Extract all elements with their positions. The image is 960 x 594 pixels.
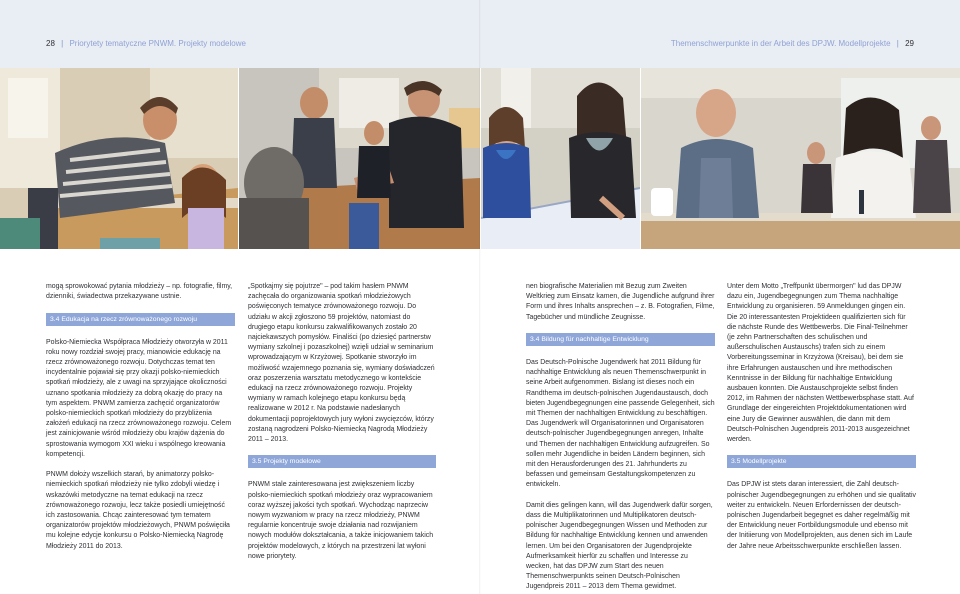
photo-workshop-3 xyxy=(481,68,640,249)
right-page-number: 29 xyxy=(905,39,914,48)
right-page-header xyxy=(480,0,960,68)
right-section-title: Themenschwerpunkte in der Arbeit des DPJW. Modellprojekte xyxy=(670,39,891,48)
left-running-head-separator: | xyxy=(61,39,64,48)
right-running-head xyxy=(671,39,914,48)
left-page-header xyxy=(0,0,480,68)
de-subhead-3-4: 3.4 Bildung für nachhaltige Entwicklung xyxy=(526,333,715,346)
photo-workshop-1 xyxy=(0,68,238,249)
de-section-3-5-paragraph: Das DPJW ist stets daran interessiert, die Zahl deutsch-polnischer Jugendbegegnungen zu erhöhen und sie qualitativ weiter zu entwickeln. Neuen Erfordernissen der deutsch-polnischen Jugendarbeit begegnet es daher regelmäßig mit der Entwicklung neuer Fortbildungsmodule und ebenso mit der Initiierung von Modellprojekten, aus denen sich im Laufe der Jahre neue Arbeitsschwerpunkte erschließen lassen. xyxy=(727,481,916,550)
right-running-head-separator: | xyxy=(896,39,899,48)
de-subhead-3-5: 3.5 Modellprojekte xyxy=(727,455,916,468)
pl-competition-paragraph: „Spotkajmy się pojutrze" – pod takim hasłem PNWM zachęcała do organizowania spotkań młodzieżowych poświęconych tematyce zrównoważonego rozwoju. Do udziału w akcji zgłoszono 59 projektów, natomiast do drugiego etapu konkursu zakwalifikowanych zostało 20 najciekawszych pomysłów. Finaliści (po dziesięć partnerstw wymiany szkolnej i pozaszkolnej) wzięli udział w seminarium wprowadzającym w Krzyżowej. Spotkanie stworzyło im możliwość wzajemnego poznania się, wymiany doświadczeń oraz poszerzenia warsztatu metodycznego w kontekście edukacji na rzecz zrównoważonego rozwoju. Projekty wymiany w ramach kolejnego etapu konkursu będą realizowane w 2012 r. Na podstawie nadesłanych dokumentacji poprojektowych jury wyłoni zwycięzców, którzy zostaną nagrodzeni Polsko-Niemiecką Nagrodą Młodzieży 2011 – 2013. xyxy=(248,283,435,444)
polish-column-2 xyxy=(248,282,436,572)
de-intro-paragraph: nen biografische Materialien mit Bezug zum Zweiten Weltkrieg zum Einsatz kamen, die Jugendliche aufgrund ihrer Form und ihres Inhalts ansprechen – z. B. Fotografien, Filme, Tagebücher und mündliche Zeugnisse. xyxy=(526,283,715,321)
left-section-title: Priorytety tematyczne PNWM. Projekty modelowe xyxy=(69,39,246,48)
left-page-number: 28 xyxy=(46,39,55,48)
pl-section-3-4-paragraph-1: Polsko-Niemiecka Współpraca Młodzieży otworzyła w 2011 roku nowy rozdział swojej pracy, mianowicie edukację na rzecz zrównoważonego rozwoju. Dotychczas temat ten incydentalnie pojawiał się przy okazji polsko-niemieckich spotkań młodzieży, ale z uwagi na sprzyjające okoliczności uznano spotkania młodzieży za dobrą okazję do pracy na tym aspektem. PNWM zamierza zachęcić organizatorów polsko-niemieckich spotkań młodzieży do przybliżenia założeń edukacji na rzecz zrównoważonego rozwoju. Celem jest zainicjowanie wśród młodzieży obu krajów dążenia do sprostowania wymogom XXI wieku i wspólnego kreowania kompetencji. xyxy=(46,338,232,458)
pl-subhead-3-4: 3.4 Edukacja na rzecz zrównoważonego rozwoju xyxy=(46,313,235,326)
pl-subhead-3-5: 3.5 Projekty modelowe xyxy=(248,455,436,468)
polish-column-1 xyxy=(46,282,235,562)
photo-workshop-2 xyxy=(239,68,480,249)
de-competition-paragraph: Unter dem Motto „Treffpunkt übermorgen" lud das DPJW dazu ein, Jugendbegegnungen zum Thema nachhaltige Entwicklung zu organisieren. 59 Anmeldungen gingen ein. Die 20 interessantesten Projektideen qualifizierten sich für die nächste Runde des Wettbewerbs. Die Final-Teilnehmer (je zehn Partnerschaften des schulischen und außerschulischen Austauschs) trafen sich zu einem Vorbereitungsseminar in Krzyżowa (Kreisau), bei dem sie ihre Erfahrungen austauschen und ihre methodischen Kenntnisse in der Bildung für nachhaltige Entwicklung ausbauen konnten. Die Austauschprojekte selbst finden 2012, im Rahmen der nächsten Wettbewerbsphase statt. Auf Grundlage der eingereichten Projektdokumentationen wird eine Jury die Gewinner auswählen, die dann mit dem Deutsch-Polnischen Jugendpreis 2011-2013 ausgezeichnet werden. xyxy=(727,283,914,444)
german-column-2 xyxy=(727,282,916,562)
de-section-3-4-paragraph-1: Das Deutsch-Polnische Jugendwerk hat 2011 Bildung für nachhaltige Entwicklung als neuen Themenschwerpunkt in seine Arbeit aufgenommen. Bislang ist dieses noch ein Randthema im deutsch-polnischen Jugendaustausch, doch bieten Jugendbegegnungen eine passende Gelegenheit, sich mit Themen der nachhaltigen Entwicklung zu beschäftigen. Das Jugendwerk will Organisatorinnen und Organisatoren deutsch-polnischer Jugendbegegnungen anregen, Inhalte und Themen der nachhaltigen Entwicklung aufzugreifen. So sollen mehr Jugendliche in beiden Ländern beginnen, sich mit den Herausforderungen des 21. Jahrhunderts zu befassen und gemeinsam Gestaltungskompetenzen zu entwickeln. xyxy=(526,359,715,489)
pl-intro-paragraph: mogą sprowokować pytania młodzieży – np. fotografie, filmy, dzienniki, świadectwa przekazywane ustnie. xyxy=(46,283,233,301)
pl-section-3-5-paragraph: PNWM stale zainteresowana jest zwiększeniem liczby polsko-niemieckich spotkań młodzieży oraz wypracowaniem coraz wyższej jakości tych spotkań. Wychodząc naprzeciw nowym wyzwaniom w pracy na rzecz młodzieży, PNWM regularnie koncentruje swoje działania nad rozwijaniem nowych modułów dokształcania, a także inicjowaniem takich projektów modelowych, z których na przestrzeni lat wyłoni nowe priorytety. xyxy=(248,481,434,560)
german-column-1 xyxy=(526,282,715,594)
left-running-head xyxy=(46,39,246,48)
pl-section-3-4-paragraph-2: PNWM dołoży wszelkich starań, by animatorzy polsko-niemieckich spotkań młodzieży nie tylko zdobyli wiedzę i wskazówki metodyczne na temat edukacji na rzecz zrównoważonego rozwoju, lecz także posiedli umiejętność ich zastosowania. Chcąc zainteresować tym tematem organizatorów projektów młodzieżowych, PNWM poświęciła mu kolejne edycje konkursu o Polsko-Niemiecką Nagrodę Młodzieży 2011 do 2013. xyxy=(46,471,230,550)
page-spine xyxy=(479,0,481,594)
photo-workshop-4 xyxy=(641,68,960,249)
de-section-3-4-paragraph-2: Damit dies gelingen kann, will das Jugendwerk dafür sorgen, dass die Multiplikatorinnen und Multiplikatoren deutsch-polnischer Jugendbegegnungen Wissen und Methoden zur Bildung für nachhaltige Entwicklung kennen und anwenden lernen. Um bei den Organisatoren der Jugendprojekte Aufmerksamkeit hierfür zu schaffen und Interesse zu wecken, hat das DPJW zum Start des neuen Themenschwerpunkts seinen Deutsch-Polnischen Jugendpreis 2011 – 2013 dem Thema gewidmet. xyxy=(526,501,713,591)
